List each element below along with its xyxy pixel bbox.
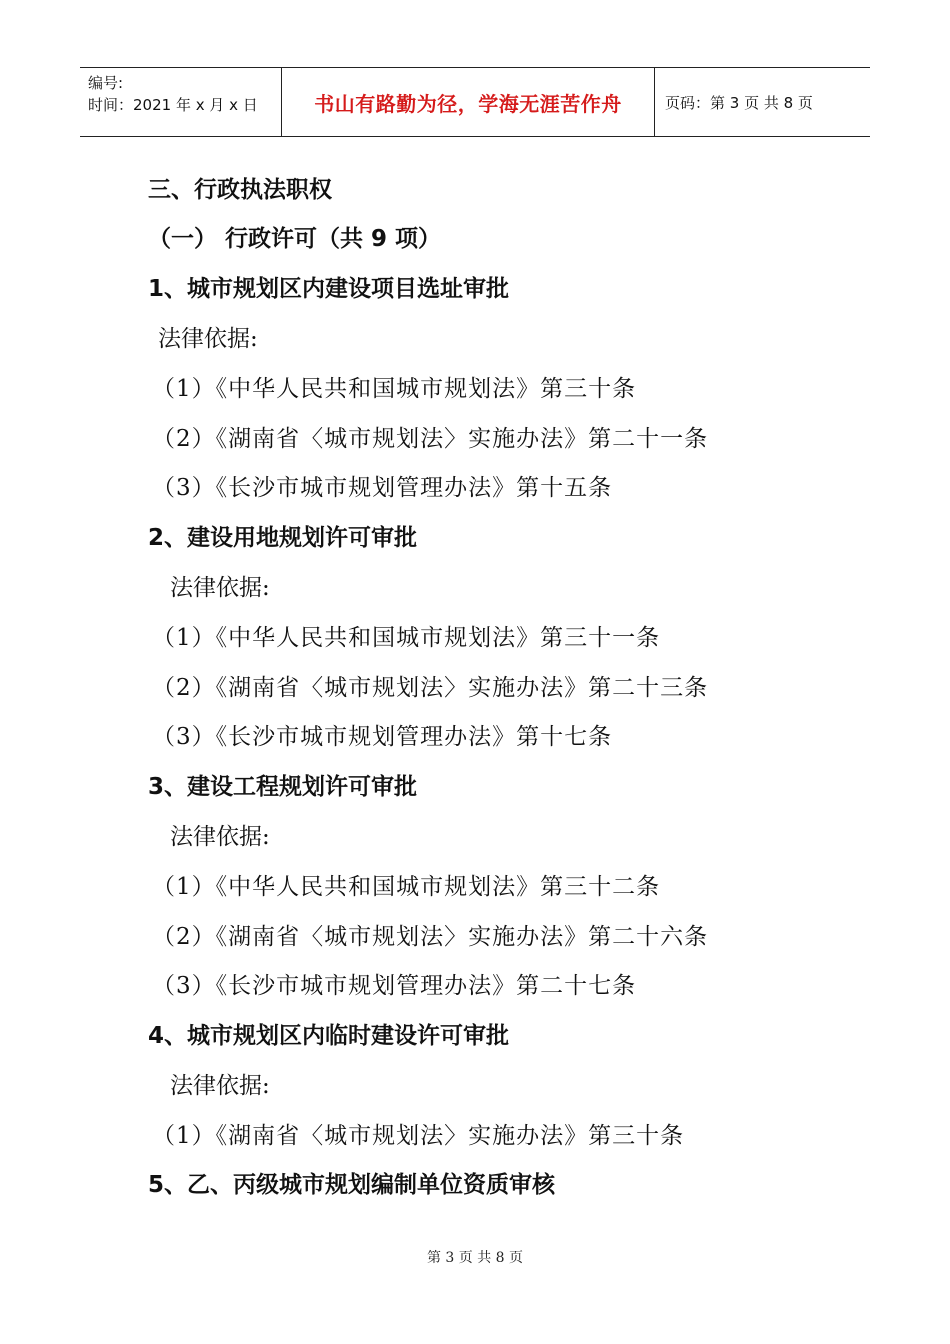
law-reference: （2）《湖南省〈城市规划法〉实施办法》第二十三条 — [152, 675, 709, 701]
law-reference: （3）《长沙市城市规划管理办法》第十七条 — [152, 724, 613, 750]
law-reference: （2）《湖南省〈城市规划法〉实施办法》第二十六条 — [152, 924, 709, 950]
law-reference: （1）《中华人民共和国城市规划法》第三十条 — [152, 376, 637, 402]
item-title: 5、乙、丙级城市规划编制单位资质审核 — [148, 1172, 556, 1198]
item-title: 1、城市规划区内建设项目选址审批 — [148, 276, 510, 302]
basis-label: 法律依据: — [170, 1073, 270, 1099]
law-reference: （1）《湖南省〈城市规划法〉实施办法》第三十条 — [152, 1123, 685, 1149]
law-reference: （1）《中华人民共和国城市规划法》第三十二条 — [152, 874, 661, 900]
code-label: 编号: — [88, 74, 124, 92]
item-title: 4、城市规划区内临时建设许可审批 — [148, 1023, 510, 1049]
law-reference: （1）《中华人民共和国城市规划法》第三十一条 — [152, 625, 661, 651]
header-slogan: 书山有路勤为径，学海无涯苦作舟 — [282, 68, 655, 136]
section-subtitle: （一） 行政许可（共 9 项） — [148, 226, 442, 252]
header-page-info: 页码：第 3 页 共 8 页 — [665, 93, 813, 112]
law-reference: （3）《长沙市城市规划管理办法》第二十七条 — [152, 973, 637, 999]
time-label: 时间：2021 年 x 月 x 日 — [88, 96, 258, 114]
basis-label: 法律依据: — [170, 824, 270, 850]
law-reference: （2）《湖南省〈城市规划法〉实施办法》第二十一条 — [152, 426, 709, 452]
section-title: 三、行政执法职权 — [148, 177, 332, 203]
law-reference: （3）《长沙市城市规划管理办法》第十五条 — [152, 475, 613, 501]
page-footer: 第 3 页 共 8 页 — [426, 1250, 524, 1266]
item-title: 3、建设工程规划许可审批 — [148, 774, 418, 800]
basis-label: 法律依据: — [170, 575, 270, 601]
basis-label: 法律依据: — [158, 326, 258, 352]
item-title: 2、建设用地规划许可审批 — [148, 525, 418, 551]
